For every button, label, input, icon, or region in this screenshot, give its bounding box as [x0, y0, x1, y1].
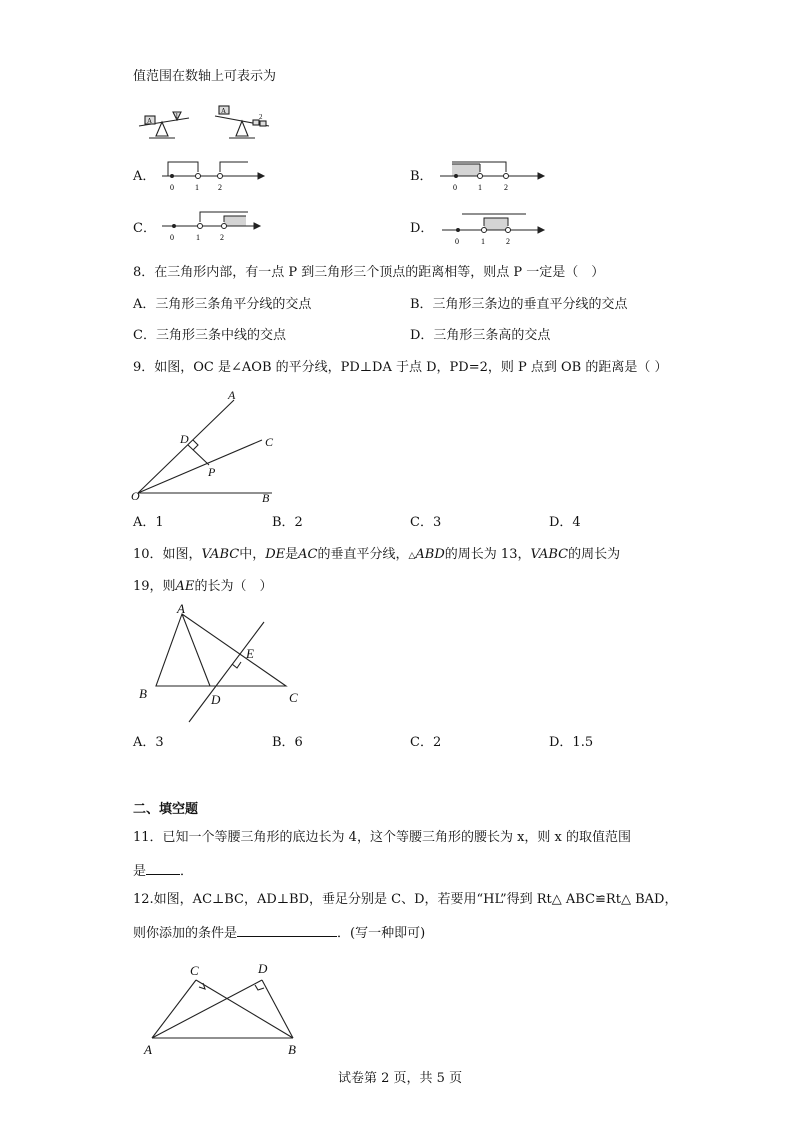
- balance2-left: A: [221, 107, 227, 115]
- label-b: B: [288, 1042, 296, 1057]
- q12-line1: 12.如图，AC⊥BC，AD⊥BD，垂足分别是 C、D，若要用“HL”得到 Rt△ ABC≌Rt△ BAD，: [133, 892, 678, 907]
- label-c: C: [190, 963, 199, 978]
- tick-1: 1: [195, 183, 199, 192]
- label-c: C: [289, 690, 298, 705]
- q7-option-d[interactable]: D．: [410, 221, 434, 236]
- q9-stem: 9．如图，OC 是∠AOB 的平分线，PD⊥DA 于点 D，PD=2，则 P 点到 OB 的距离是（ ）: [133, 360, 668, 375]
- tick-1: 1: [481, 237, 485, 246]
- number-line-c: [158, 208, 268, 244]
- page-footer: 试卷第 2 页，共 5 页: [338, 1071, 463, 1086]
- q8-option-d[interactable]: D．三角形三条高的交点: [410, 328, 551, 343]
- tick-0: 0: [170, 233, 174, 242]
- label-d: D: [258, 961, 268, 976]
- label-d: D: [180, 432, 189, 446]
- tick-2: 2: [504, 183, 508, 192]
- q9-option-b[interactable]: B．2: [272, 515, 303, 530]
- q9-option-a[interactable]: A．1: [133, 515, 164, 530]
- label-b: B: [262, 491, 270, 505]
- tick-0: 0: [170, 183, 174, 192]
- balance1-left: A: [147, 117, 153, 125]
- label-o: O: [131, 489, 140, 503]
- label-a: A: [144, 1042, 152, 1057]
- tick-2: 2: [220, 233, 224, 242]
- label-p: P: [208, 465, 216, 479]
- q8-option-b[interactable]: B．三角形三条边的垂直平分线的交点: [410, 297, 628, 312]
- label-c: C: [265, 435, 274, 449]
- q11-answer-blank[interactable]: [146, 862, 180, 875]
- section-heading: 二、填空题: [133, 802, 199, 817]
- label-e: E: [246, 646, 254, 661]
- intro-text: 值范围在数轴上可表示为: [133, 69, 277, 84]
- q8-stem: 8．在三角形内部，有一点 P 到三角形三个顶点的距离相等，则点 P 一定是（ ）: [133, 265, 605, 280]
- tick-2: 2: [218, 183, 222, 192]
- number-line-b: [436, 158, 548, 194]
- q12-answer-blank[interactable]: [237, 924, 337, 937]
- triangle-symbol: △: [408, 551, 416, 561]
- number-line-d: [438, 210, 550, 246]
- q10-option-d[interactable]: D．1.5: [549, 735, 594, 750]
- tick-0: 0: [455, 237, 459, 246]
- tick-2: 2: [506, 237, 510, 246]
- q9-option-d[interactable]: D．4: [549, 515, 581, 530]
- balance-scale-2: [215, 106, 269, 138]
- balance2-right: 2: [259, 113, 263, 121]
- tick-1: 1: [478, 183, 482, 192]
- q7-option-a[interactable]: A．: [133, 169, 156, 184]
- q10-option-c[interactable]: C．2: [410, 735, 442, 750]
- q12-line2: 则你添加的条件是 ．(写一种即可): [133, 926, 426, 941]
- q10-triangle-figure: [136, 601, 306, 726]
- q7-option-b[interactable]: B．: [410, 169, 433, 184]
- balance-scales-figure: [135, 104, 275, 144]
- q7-option-c[interactable]: C．: [133, 221, 156, 236]
- balance1-right: 1: [175, 112, 179, 120]
- q10-option-b[interactable]: B．6: [272, 735, 303, 750]
- q11-line1: 11．已知一个等腰三角形的底边长为 4，这个等腰三角形的腰长为 x，则 x 的取值范围: [133, 830, 632, 845]
- number-line-a: [158, 158, 268, 194]
- balance-scale-1: [139, 112, 189, 138]
- q10-option-a[interactable]: A．3: [133, 735, 164, 750]
- label-a: A: [228, 388, 236, 402]
- label-d: D: [211, 692, 221, 707]
- q8-option-c[interactable]: C．三角形三条中线的交点: [133, 328, 286, 343]
- tick-0: 0: [453, 183, 457, 192]
- q8-option-a[interactable]: A．三角形三条角平分线的交点: [133, 297, 312, 312]
- label-a: A: [177, 601, 185, 616]
- q10-stem-line1: 10．如图，VABC中，DE是AC的垂直平分线，△ABD的周长为 13，VABC的周长为: [133, 547, 621, 562]
- tick-1: 1: [196, 233, 200, 242]
- q10-stem-line2: 19，则AE的长为（ ）: [133, 579, 273, 594]
- q9-angle-figure: [130, 386, 275, 504]
- q9-option-c[interactable]: C．3: [410, 515, 442, 530]
- q11-line2: 是 ．: [133, 864, 194, 879]
- label-b: B: [139, 686, 147, 701]
- q12-triangles-figure: [140, 958, 310, 1058]
